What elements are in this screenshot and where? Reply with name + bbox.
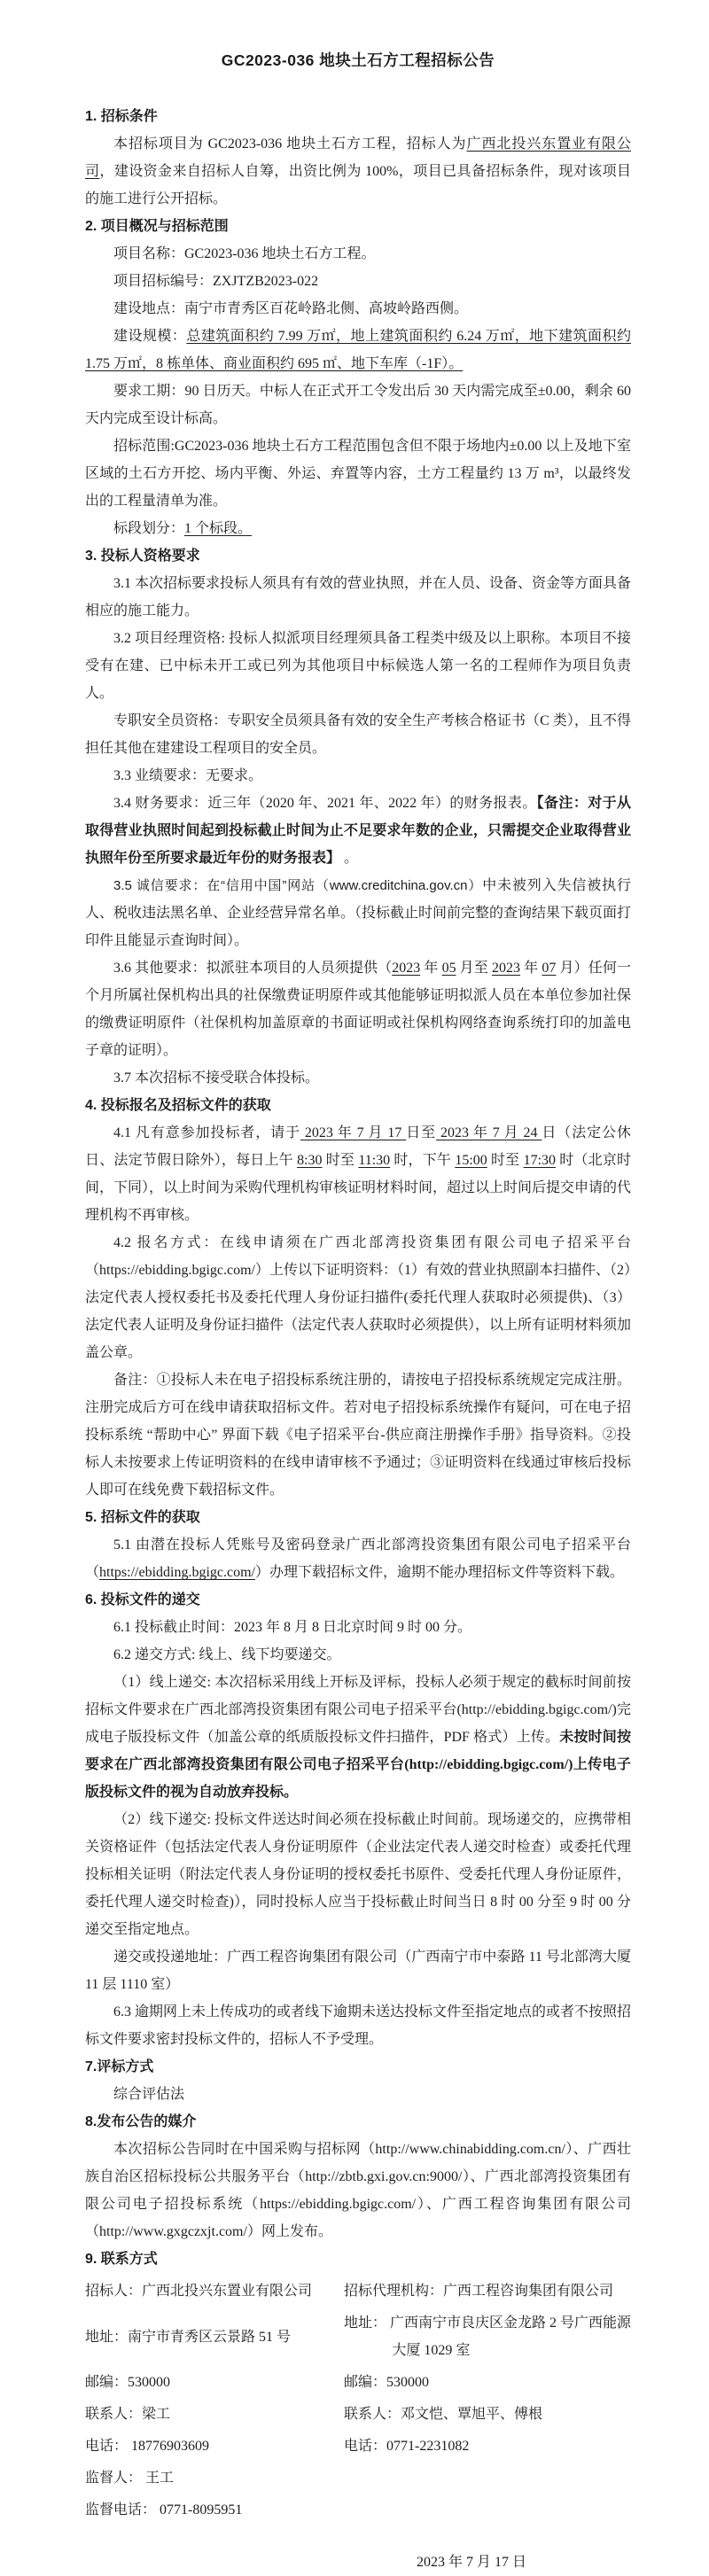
text-run: 8:30 <box>297 1153 323 1168</box>
text-run: 4.1 凡有意参加投标者，请于 <box>113 1125 300 1140</box>
paragraph <box>85 1614 631 1641</box>
contact-row <box>85 2464 631 2492</box>
text-run: 05 <box>441 961 456 976</box>
text-run: ）办理下载招标文件，逾期不能办理招标文件等资料下载。 <box>255 1565 625 1580</box>
contact-left-cell: 监督电话： 0771-8095951 <box>85 2502 243 2518</box>
paragraph <box>85 432 631 515</box>
text-run: 年 <box>520 961 542 976</box>
paragraph <box>85 1531 631 1586</box>
text-run: 递交或投递地址：广西工程咨询集团有限公司（广西南宁市中泰路 11 号北部湾大厦 11 层 1110 室） <box>85 1950 631 1992</box>
paragraph <box>85 268 631 295</box>
text-run: 5.1 由潜在投标人凭账号及密码登录广西北部湾投资集团有限公司电子招采平台（ <box>85 1537 631 1580</box>
text-run: 本招标项目为 GC2023-036 地块土石方工程，招标人为 <box>113 136 467 152</box>
text-run: （1）线上递交: 本次招标采用线上开标及评标，投标人必须于规定的截标时间前按招标文件要求在广西北部湾投资集团有限公司电子招采平台(http://ebidding.bgigc.com/)完成电子版投标文件（加盖公章的纸质版投标文件扫描件，PDF 格式）上传。 <box>85 1675 631 1745</box>
contact-row <box>85 2277 631 2305</box>
text-run: 3.6 其他要求：拟派驻本项目的人员须提供（ <box>113 961 393 976</box>
text-run: 6.1 投标截止时间：2023 年 8 月 8 日北京时间 9 时 00 分。 <box>113 1620 472 1635</box>
text-run: 月至 <box>456 961 493 976</box>
text-run: 专职安全员资格：专职安全员须具备有效的安全生产考核合格证书（C 类），且不得担任其他在建建设工程项目的安全员。 <box>85 713 631 756</box>
text-run: 。 <box>340 851 359 866</box>
paragraph <box>85 2081 631 2108</box>
paragraph <box>85 1229 631 1366</box>
text-run: 时至 <box>487 1153 524 1168</box>
paragraph <box>85 130 631 213</box>
paragraph <box>85 295 631 323</box>
text-run: 3.7 本次招标不接受联合体投标。 <box>113 1070 320 1086</box>
text-run: 17:30 <box>523 1153 557 1168</box>
text-run: 2023 年 7 月 24 <box>436 1125 542 1140</box>
contact-left-cell: 联系人：梁工 <box>85 2407 171 2422</box>
text-run: 3.1 本次招标要求投标人须具有有效的营业执照，并在人员、设备、资金等方面具备相应的施工能力。 <box>85 576 632 619</box>
paragraph <box>85 1806 631 1943</box>
contact-left-cell: 邮编：530000 <box>85 2375 171 2390</box>
text-run: 要求工期：90 日历天。中标人在正式开工令发出后 30 天内需完成至±0.00，剩余 60 天内完成至设计标高。 <box>85 384 631 426</box>
contact-row <box>85 2401 631 2428</box>
text-run: 3.5 诚信要求：在“信用中国”网站（www.creditchina.gov.cn） <box>113 878 483 893</box>
contact-right-cell: 地址： 广西南宁市良庆区金龙路 2 号广西能源大厦 1029 室 <box>344 2315 632 2358</box>
section-heading: 5. 招标文件的获取 <box>85 1510 200 1525</box>
contact-right-cell: 邮编：530000 <box>344 2375 430 2390</box>
text-run: 11:30 <box>358 1153 391 1168</box>
text-run: 日至 <box>406 1125 437 1140</box>
text-run: https://ebidding.bgigc.com/ <box>99 1565 255 1580</box>
contact-right-cell: 联系人：邓文恺、覃旭平、傅根 <box>344 2407 543 2422</box>
paragraph <box>85 1669 631 1806</box>
text-run: ，建设资金来自招标人自筹，出资比例为 100%，项目已具备招标条件，现对该项目的施工进行公开招标。 <box>85 164 631 206</box>
contact-row <box>85 2432 631 2460</box>
text-run: 2023 <box>392 961 421 976</box>
paragraph <box>85 1641 631 1669</box>
text-run: 3.3 业绩要求：无要求。 <box>113 768 263 783</box>
text-run: 2023 <box>492 961 521 976</box>
section-heading: 9. 联系方式 <box>85 2252 158 2267</box>
text-run: 时，下午 <box>390 1153 456 1168</box>
paragraph <box>85 2136 631 2245</box>
text-run: 日（法定公休日、法定节假日除外），每日上午 <box>85 1125 631 1168</box>
contact-left-cell: 电话： 18776903609 <box>85 2439 210 2454</box>
contact-right-cell: 电话：0771-2231082 <box>344 2439 470 2454</box>
paragraph <box>85 1943 631 1998</box>
text-run: 3.2 项目经理资格: 投标人拟派项目经理须具备工程类中级及以上职称。本项目不接受有在建、已中标未开工或已列为其他项目中标候选人第一名的工程师作为项目负责人。 <box>85 631 631 701</box>
contact-left-cell: 地址：南宁市青秀区云景路 51 号 <box>85 2329 292 2345</box>
text-run: 【备注：对于从取得营业执照时间起到投标截止时间为止不足要求年数的企业，只需提交企业取得营业执照年份至所要求最近年份的财务报表】 <box>85 796 631 866</box>
text-run: 项目名称：GC2023-036 地块土石方工程。 <box>113 246 376 261</box>
paragraph <box>85 1064 631 1092</box>
paragraph <box>85 570 631 625</box>
text-run: 时至 <box>322 1153 359 1168</box>
paragraph <box>85 790 631 872</box>
text-run: 综合评估法 <box>113 2087 185 2102</box>
paragraph <box>85 707 631 762</box>
paragraph <box>85 872 631 954</box>
text-run: 建设规模： <box>113 329 187 344</box>
text-run: 中未被列入失信被执行人、税收违法黑名单、企业经营异常名单。（投标截止时间前完整的查询结果下载页面打印件且能显示查询时间）。 <box>85 878 632 948</box>
contact-right-cell: 招标代理机构：广西工程咨询集团有限公司 <box>344 2284 614 2299</box>
paragraph <box>85 1119 631 1229</box>
section-heading: 2. 项目概况与招标范围 <box>85 219 229 234</box>
text-run: 07 <box>541 961 557 976</box>
text-run: 6.3 逾期网上未上传成功的或者线下逾期未送达投标文件至指定地点的或者不按照招标文件要求密封投标文件的，招标人不予受理。 <box>85 2004 632 2047</box>
contact-row <box>85 2369 631 2396</box>
contact-left-cell: 监督人： 王工 <box>85 2471 175 2486</box>
text-run: 建设地点：南宁市青秀区百花岭路北侧、高坡岭路西侧。 <box>113 301 469 316</box>
text-run: 未按时间按要求在广西北部湾投资集团有限公司电子招采平台(http://ebidding.bgigc.com/)上传电子版投标文件的视为自动放弃投标。 <box>85 1730 631 1800</box>
contact-row <box>85 2309 631 2364</box>
section-heading: 6. 投标文件的递交 <box>85 1592 200 1607</box>
text-run: 月）任何一个月所属社保机构出具的社保缴费证明原件或其他能够证明拟派人员在本单位参加社保的缴费证明原件（社保机构加盖原章的书面证明或社保机构网络查询系统打印的加盖电子章的证明）。 <box>85 961 631 1058</box>
text-run: 15:00 <box>455 1153 487 1168</box>
text-run: 广西北投兴东置业有限公司 <box>85 136 631 179</box>
paragraph <box>85 377 631 432</box>
document-date: 2023 年 7 月 17 日 <box>416 2555 526 2570</box>
document-title: GC2023-036 地块土石方工程招标公告 <box>221 51 495 69</box>
paragraph <box>85 1998 631 2053</box>
paragraph <box>85 1366 631 1504</box>
section-heading: 3. 投标人资格要求 <box>85 549 200 564</box>
paragraph <box>85 515 631 542</box>
text-run: 备注：①投标人未在电子招投标系统注册的，请按电子招投标系统规定完成注册。注册完成后方可在线申请获取招标文件。若对电子招投标系统操作有疑问，可在电子招投标系统 “帮助中心” 界面下载《电子招采平台-供应商注册操作手册》指导资料。②投标人未按要求上传证明资料的在线申请审核不予通过；③证明资料在线通过审核后投标人即可在线免费下载招标文件。 <box>85 1373 631 1498</box>
text-run: 总建筑面积约 7.99 万㎡，地上建筑面积约 6.24 万㎡，地下建筑面积约 1.75 万㎡，8 栋单体、商业面积约 695 ㎡、地下车库（-1F）。 <box>85 329 631 371</box>
section-heading: 4. 投标报名及招标文件的获取 <box>85 1098 271 1113</box>
text-run: 时（北京时间，下同），以上时间为采购代理机构审核证明材料时间，超过以上时间后提交申请的代理机构不再审核。 <box>85 1153 632 1223</box>
text-run: （2）线下递交: 投标文件送达时间必须在投标截止时间前。现场递交的，应携带相关资格证件（包括法定代表人身份证明原件（企业法定代表人递交时检查）或委托代理投标相关证明（附法定代表人身份证明的授权委托书原件、受委托代理人身份证原件，委托代理人递交时检查)），同时投标人应当于投标截止时间当日 8 时 00 分至 9 时 00 分递交至指定地点。 <box>85 1812 631 1937</box>
text-run: 本次招标公告同时在中国采购与招标网（http://www.chinabidding.com.cn/）、广西壮族自治区招标投标公共服务平台（http://zbtb.gxi.gov.cn:9000/）、广西北部湾投资集团有限公司电子招投标系统（https://ebidding.bgigc.com/）、广西工程咨询集团有限公司（http://www.gxgczxjt.com/）网上发布。 <box>85 2142 631 2239</box>
text-run: 4.2 报名方式：在线申请须在广西北部湾投资集团有限公司电子招采平台（https://ebidding.bgigc.com/）上传以下证明资料：（1）有效的营业执照副本扫描件、（2）法定代表人授权委托书及委托代理人身份证扫描件(委托代理人获取时必须提供)、（3）法定代表人证明及身份证扫描件（法定代表人获取时必须提供），以上所有证明材料须加盖公章。 <box>85 1235 632 1360</box>
text-run: 3.4 财务要求：近三年（2020 年、2021 年、2022 年）的财务报表。 <box>113 796 537 811</box>
text-run: 2023 年 7 月 17 <box>300 1125 407 1140</box>
text-run: 招标范围:GC2023-036 地块土石方工程范围包含但不限于场地内±0.00 以上及地下室区域的土石方开挖、场内平衡、外运、弃置等内容，土方工程量约 13 万 m³，以最终发出的工程量清单为准。 <box>85 439 631 509</box>
document-body <box>85 103 631 2576</box>
section-heading: 1. 招标条件 <box>85 109 158 124</box>
contact-left-cell: 招标人：广西北投兴东置业有限公司 <box>85 2284 313 2299</box>
paragraph <box>85 323 631 377</box>
paragraph <box>85 240 631 268</box>
section-heading: 8.发布公告的媒介 <box>85 2114 197 2129</box>
paragraph <box>85 954 631 1064</box>
text-run: 6.2 递交方式: 线上、线下均要递交。 <box>113 1647 341 1662</box>
section-heading: 7.评标方式 <box>85 2059 154 2074</box>
text-run: 1 个标段。 <box>184 521 253 536</box>
text-run: 项目招标编号：ZXJTZB2023-022 <box>113 274 319 289</box>
paragraph <box>85 762 631 790</box>
text-run: 标段划分： <box>113 521 185 536</box>
text-run: 年 <box>420 961 442 976</box>
paragraph <box>85 625 631 707</box>
contact-row <box>85 2496 631 2524</box>
